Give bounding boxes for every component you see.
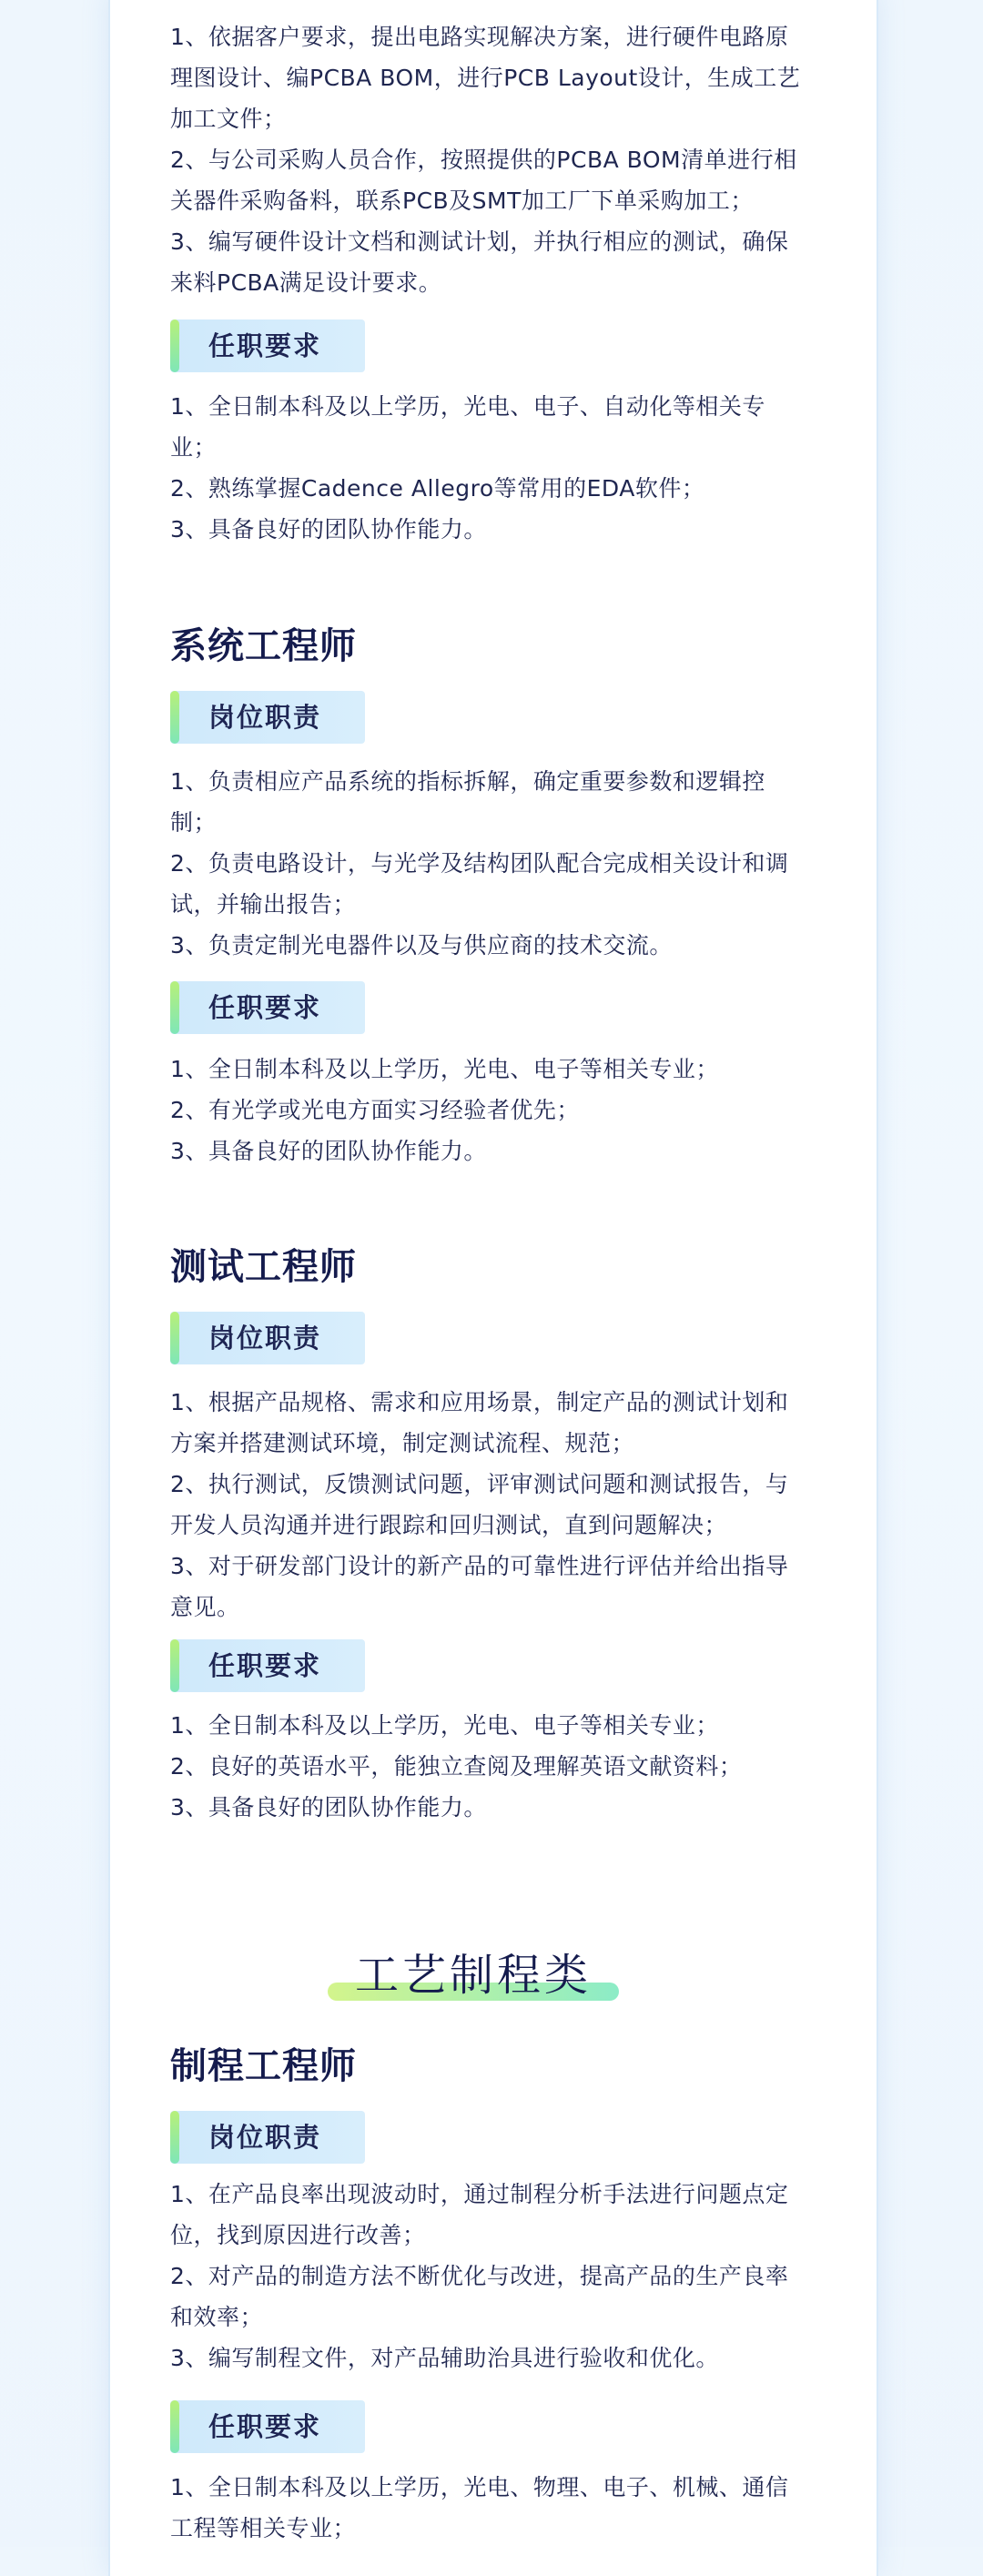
requirements-list <box>170 2467 788 2549</box>
duty-line: 3、编写硬件设计文档和测试计划，并执行相应的测试，确保 <box>170 228 789 255</box>
requirement-line: 3、具备良好的团队协作能力。 <box>170 1138 487 1164</box>
duty-line: 方案并搭建测试环境，制定测试流程、规范； <box>170 1430 635 1456</box>
duties-label: 岗位职责 <box>208 1323 322 1354</box>
requirement-line: 1、全日制本科及以上学历，光电、电子等相关专业； <box>170 1056 719 1082</box>
requirement-line: 1、全日制本科及以上学历，光电、物理、电子、机械、通信 <box>170 2474 789 2500</box>
job-title: 测试工程师 <box>170 1246 357 1288</box>
duties-label: 岗位职责 <box>208 2122 322 2153</box>
duty-line: 1、根据产品规格、需求和应用场景，制定产品的测试计划和 <box>170 1389 789 1415</box>
duty-line: 2、执行测试，反馈测试问题，评审测试问题和测试报告，与 <box>170 1471 789 1497</box>
requirements-list <box>170 1049 719 1171</box>
duties-list <box>170 761 788 966</box>
requirement-line: 2、有光学或光电方面实习经验者优先； <box>170 1097 580 1123</box>
duties-list <box>170 2174 788 2378</box>
duty-line: 2、对产品的制造方法不断优化与改进，提高产品的生产良率 <box>170 2263 789 2289</box>
duty-line: 2、负责电路设计，与光学及结构团队配合完成相关设计和调 <box>170 850 789 877</box>
requirements-list <box>170 1705 742 1828</box>
category-title: 工艺制程类 <box>354 1950 592 2001</box>
duties-list <box>170 16 800 303</box>
duty-line: 关器件采购备料，联系PCB及SMT加工厂下单采购加工； <box>170 188 754 214</box>
requirement-line: 3、具备良好的团队协作能力。 <box>170 516 487 543</box>
job-title: 制程工程师 <box>170 2045 357 2087</box>
duty-line: 2、与公司采购人员合作，按照提供的PCBA BOM清单进行相 <box>170 147 797 173</box>
requirement-line: 3、具备良好的团队协作能力。 <box>170 1794 487 1820</box>
duty-line: 3、负责定制光电器件以及与供应商的技术交流。 <box>170 932 673 958</box>
duty-line: 来料PCBA满足设计要求。 <box>170 269 442 296</box>
requirement-line: 2、熟练掌握Cadence Allegro等常用的EDA软件； <box>170 475 705 502</box>
category-heading <box>328 1948 619 2003</box>
duties-tag <box>170 1312 365 1368</box>
requirement-line: 1、全日制本科及以上学历，光电、电子、自动化等相关专 <box>170 393 765 420</box>
requirements-tag <box>170 981 365 1038</box>
duty-line: 3、对于研发部门设计的新产品的可靠性进行评估并给出指导 <box>170 1553 789 1579</box>
duty-line: 位，找到原因进行改善； <box>170 2222 426 2248</box>
duty-line: 和效率； <box>170 2304 264 2330</box>
job-title: 系统工程师 <box>170 625 357 667</box>
requirements-label: 任职要求 <box>208 992 322 1023</box>
requirements-label: 任职要求 <box>208 330 322 361</box>
duty-line: 1、在产品良率出现波动时，通过制程分析手法进行问题点定 <box>170 2181 789 2207</box>
duty-line: 开发人员沟通并进行跟踪和回归测试，直到问题解决； <box>170 1512 728 1538</box>
duty-line: 意见。 <box>170 1594 240 1620</box>
duty-line: 制； <box>170 809 218 836</box>
requirements-tag <box>170 319 365 376</box>
requirement-line: 业； <box>170 434 218 461</box>
duty-line: 试，并输出报告； <box>170 891 357 918</box>
duty-line: 理图设计、编PCBA BOM，进行PCB Layout设计，生成工艺 <box>170 65 801 91</box>
duty-line: 1、负责相应产品系统的指标拆解，确定重要参数和逻辑控 <box>170 768 765 795</box>
requirements-tag <box>170 2400 365 2457</box>
duties-list <box>170 1382 788 1628</box>
requirement-line: 1、全日制本科及以上学历，光电、电子等相关专业； <box>170 1712 719 1739</box>
requirements-label: 任职要求 <box>208 1650 322 1681</box>
duties-label: 岗位职责 <box>208 702 322 733</box>
requirement-line: 工程等相关专业； <box>170 2515 357 2541</box>
duty-line: 加工文件； <box>170 106 287 132</box>
duty-line: 3、编写制程文件，对产品辅助治具进行验收和优化。 <box>170 2345 719 2371</box>
requirements-label: 任职要求 <box>208 2411 322 2442</box>
requirements-list <box>170 386 765 550</box>
duties-tag <box>170 691 365 747</box>
duty-line: 1、依据客户要求，提出电路实现解决方案，进行硬件电路原 <box>170 24 789 50</box>
requirement-line: 2、良好的英语水平，能独立查阅及理解英语文献资料； <box>170 1753 743 1780</box>
requirements-tag <box>170 1639 365 1696</box>
duties-tag <box>170 2111 365 2167</box>
